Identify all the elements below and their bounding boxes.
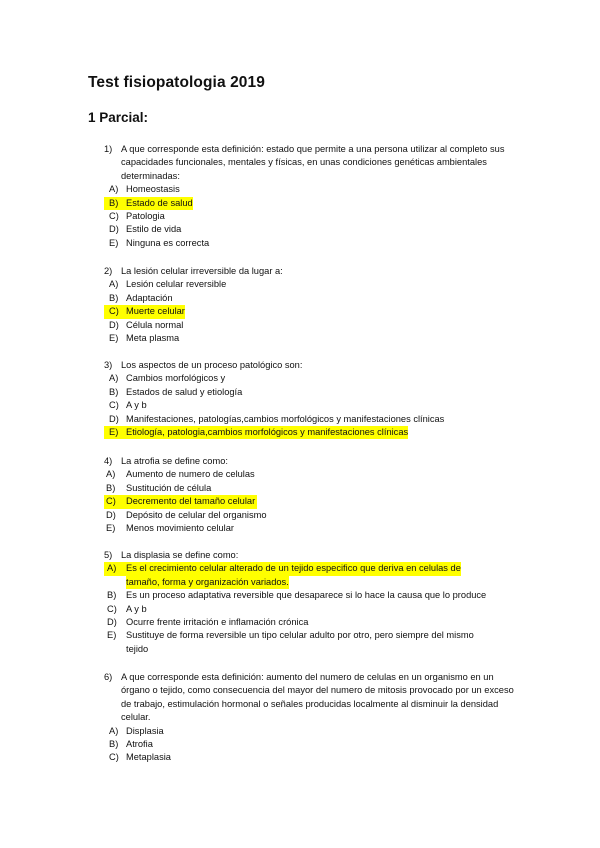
question-header	[104, 455, 524, 468]
question-number: 6)	[104, 672, 113, 682]
option-e	[104, 237, 524, 250]
option-text: Adaptación	[126, 292, 173, 303]
question-header	[104, 671, 514, 725]
option-text: Es el crecimiento celular alterado de un tejido especifico que deriva en celulas de	[126, 563, 461, 574]
option-letter: E)	[106, 523, 116, 534]
option-e	[104, 522, 524, 535]
option-text: Displasia	[126, 725, 164, 736]
option-text: Ocurre frente irritación e inflamación crónica	[126, 617, 309, 628]
option-text: A y b	[126, 400, 147, 411]
option-a	[104, 278, 524, 291]
option-c	[104, 399, 544, 412]
option-e-continued	[104, 643, 524, 656]
option-c	[104, 603, 524, 616]
option-letter: A)	[109, 279, 119, 290]
option-letter: B)	[109, 292, 119, 303]
option-text: Homeostasis	[126, 184, 180, 195]
option-letter: D)	[109, 413, 119, 424]
option-text: Patologia	[126, 211, 165, 222]
option-letter: C)	[106, 496, 116, 507]
question-text: La lesión celular irreversible da lugar a:	[121, 266, 283, 276]
option-b	[104, 738, 514, 751]
question-header	[104, 265, 524, 278]
option-text: Menos movimiento celular	[126, 523, 234, 534]
option-text: Cambios morfológicos y	[126, 373, 226, 384]
option-text: Etiología, patologia,cambios morfológicos y manifestaciones clínicas	[126, 427, 409, 438]
option-letter: E)	[109, 427, 119, 438]
option-letter: E)	[109, 237, 119, 248]
option-a-continued	[104, 576, 524, 589]
option-d	[104, 319, 524, 332]
option-letter: C)	[109, 752, 119, 763]
question-4	[104, 455, 524, 535]
option-letter: E)	[109, 333, 119, 344]
option-c	[104, 495, 524, 508]
option-letter: A)	[109, 725, 119, 736]
answer-highlight	[104, 562, 461, 575]
option-c	[104, 751, 514, 764]
option-e	[104, 426, 544, 439]
question-number: 2)	[104, 266, 113, 276]
question-text: Los aspectos de un proceso patológico son:	[121, 360, 303, 370]
option-a	[104, 183, 524, 196]
question-text: La atrofia se define como:	[121, 456, 228, 466]
section-heading: 1 Parcial:	[88, 110, 149, 125]
option-letter: A)	[109, 184, 119, 195]
option-text: Meta plasma	[126, 333, 180, 344]
option-c	[104, 210, 524, 223]
question-header	[104, 549, 524, 562]
option-text: Estilo de vida	[126, 224, 182, 235]
option-a	[104, 468, 524, 481]
question-5	[104, 549, 524, 656]
option-letter: E)	[107, 630, 117, 641]
option-text: Depósito de celular del organismo	[126, 509, 267, 520]
option-letter: A)	[107, 563, 117, 574]
option-letter: B)	[109, 386, 119, 397]
option-text: Es un proceso adaptativa reversible que desaparece si lo hace la causa que lo produce	[126, 590, 487, 601]
option-text: Estado de salud	[126, 197, 193, 208]
option-text: Ninguna es correcta	[126, 237, 210, 248]
answer-highlight	[104, 197, 193, 210]
option-letter: B)	[109, 739, 119, 750]
question-number: 3)	[104, 360, 113, 370]
option-text: A y b	[126, 603, 147, 614]
option-b	[104, 386, 544, 399]
option-letter: B)	[109, 197, 119, 208]
option-d	[104, 413, 544, 426]
option-text: Estados de salud y etiología	[126, 386, 243, 397]
option-text: Aumento de numero de celulas	[126, 469, 255, 480]
question-number: 5)	[104, 550, 113, 560]
option-indent	[104, 643, 126, 656]
option-letter: C)	[109, 211, 119, 222]
option-d	[104, 509, 524, 522]
question-6	[104, 671, 514, 765]
option-text: Metaplasia	[126, 752, 171, 763]
option-letter: D)	[107, 617, 117, 628]
option-b	[104, 292, 524, 305]
option-letter: D)	[106, 509, 116, 520]
option-text: Atrofia	[126, 739, 153, 750]
option-letter: C)	[109, 306, 119, 317]
option-text: Célula normal	[126, 319, 184, 330]
option-c	[104, 305, 524, 318]
option-text-continued: tejido	[126, 643, 149, 654]
option-a	[104, 372, 544, 385]
option-text: Sustitución de célula	[126, 482, 212, 493]
question-1	[104, 143, 524, 250]
question-text: A que corresponde esta definición: aumento del numero de celulas en un organismo en un órgano o tejido, como consecuencia del mayor del numero de mitosis provocado por un exceso de trabajo, estimulación hormonal o señales producidas localmente al disminuir la densidad celular.	[121, 672, 514, 723]
answer-highlight	[104, 426, 408, 439]
option-b	[104, 197, 524, 210]
option-e	[104, 332, 524, 345]
option-d	[104, 223, 524, 236]
option-a	[104, 562, 524, 575]
option-letter: B)	[107, 590, 117, 601]
option-a	[104, 725, 514, 738]
question-header	[104, 359, 544, 372]
question-2	[104, 265, 524, 345]
option-text: Muerte celular	[126, 306, 185, 317]
option-letter: B)	[106, 482, 116, 493]
option-letter: A)	[109, 373, 119, 384]
option-text: Lesión celular reversible	[126, 279, 227, 290]
option-d	[104, 616, 524, 629]
option-b	[104, 589, 524, 602]
option-text-continued: tamaño, forma y organización variados.	[126, 576, 289, 589]
question-header	[104, 143, 524, 183]
question-text: A que corresponde esta definición: estado que permite a una persona utilizar al completo sus capacidades funcionales, mentales y físicas, en unas condiciones genéticas ambientales determinadas:	[121, 144, 505, 181]
option-letter: C)	[109, 400, 119, 411]
answer-highlight	[104, 495, 257, 508]
question-3	[104, 359, 544, 439]
option-text: Sustituye de forma reversible un tipo celular adulto por otro, pero siempre del mismo	[126, 630, 474, 641]
question-number: 1)	[104, 144, 113, 154]
option-e	[104, 629, 524, 642]
option-letter: A)	[106, 469, 116, 480]
page-title: Test fisiopatologia 2019	[88, 74, 265, 91]
question-text: La displasia se define como:	[121, 550, 239, 560]
option-text: Manifestaciones, patologías,cambios morfológicos y manifestaciones clínicas	[126, 413, 445, 424]
option-letter: D)	[109, 224, 119, 235]
question-number: 4)	[104, 456, 113, 466]
answer-highlight	[104, 305, 185, 318]
option-indent	[104, 576, 126, 589]
option-b	[104, 482, 524, 495]
option-text: Decremento del tamaño celular	[126, 496, 256, 507]
option-letter: C)	[107, 603, 117, 614]
option-letter: D)	[109, 319, 119, 330]
